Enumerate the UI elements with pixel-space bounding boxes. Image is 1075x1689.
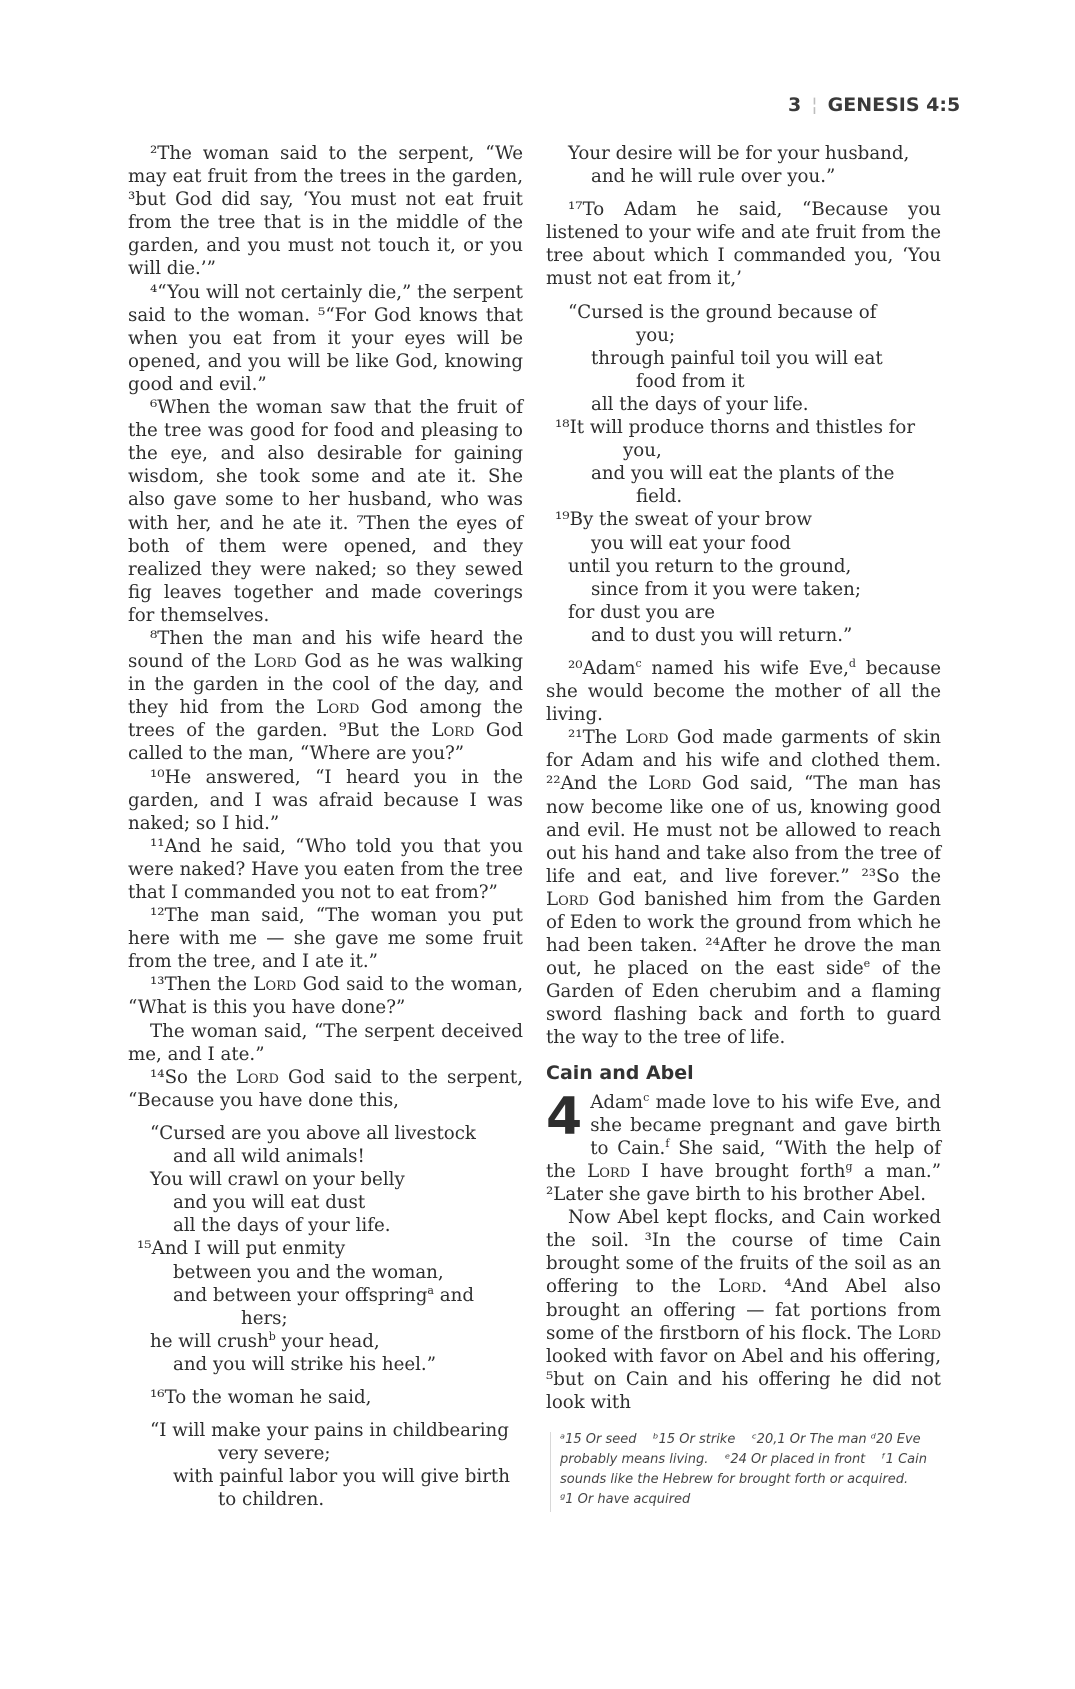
- poem-line: with painful labor you will give birth to children.: [173, 1466, 510, 1511]
- right-column: [546, 142, 941, 1414]
- poem-line: Your desire will be for your husband,: [568, 143, 910, 164]
- poem-line: all the days of your life.: [173, 1215, 391, 1237]
- footnote-mark: d: [848, 656, 856, 670]
- footnote: ᶠ1 Cain sounds like the Hebrew for brought forth or acquired.: [560, 1452, 927, 1487]
- poem-curse-ground: [546, 301, 941, 647]
- poem-line: you will eat your food: [591, 532, 791, 554]
- verse-21-24: ²¹The Lord God made garments of skin for Adam and his wife and clothed them. ²²And the Lord God said, “The man has now become like one of us, knowing good and evil. He must not be allowed to reach out his hand and take also from the tree of life and eat, and live forever.” ²³So the Lord God banished him from the Garden of Eden to work the ground from which he had been taken. ²⁴After he drove the man out, he placed on the east side$^e$ of the Garden of Eden cherubim and a flaming sword flashing back and forth to guard the way to the tree of life.: [546, 727, 942, 1049]
- verse-2-3: ²The woman said to the serpent, “We may eat fruit from the trees in the garden, ³but God did say, ‘You must not eat fruit from the tree that is in the middle of the garden, and you must not touch it, or you will die.’”: [128, 143, 523, 280]
- poem-line: and to dust you will return.”: [591, 624, 853, 646]
- poem-curse-woman: [128, 1419, 523, 1511]
- poem-line: and you will eat dust: [173, 1192, 366, 1214]
- verse-14: ¹⁴So the Lord God said to the serpent, “Because you have done this,: [128, 1066, 524, 1111]
- poem-line: and he will rule over you.”: [591, 166, 836, 188]
- chapter-number: 4: [546, 1086, 583, 1147]
- poem-line: ¹⁵And I will put enmity: [137, 1238, 346, 1260]
- poem-line: and you will eat the plants of the field.: [591, 463, 895, 508]
- footnote: ᵍ1 Or have acquired: [560, 1492, 691, 1507]
- footnote: ᵈ20 Eve probably means living.: [560, 1432, 921, 1467]
- footnote: ᵃ15 Or seed: [560, 1432, 637, 1447]
- left-column: [128, 142, 523, 1521]
- poem-curse-serpent: [128, 1122, 523, 1376]
- poem-line: “Cursed are you above all livestock: [150, 1122, 476, 1144]
- poem-line: and all wild animals!: [173, 1146, 365, 1168]
- footnote-mark: g: [845, 1159, 853, 1173]
- verse-8-9: ⁸Then the man and his wife heard the sound of the Lord God as he was walking in the garden in the cool of the day, and they hid from the Lord God among the trees of the garden. ⁹But the Lord God called to the man, “Where are you?”: [128, 627, 524, 765]
- poem-line: ¹⁸It will produce thorns and thistles for you,: [555, 417, 916, 462]
- footnote-mark: c: [635, 656, 642, 670]
- footnote: ᵇ15 Or strike: [653, 1432, 736, 1447]
- verse-4-5: ⁴“You will not certainly die,” the serpent said to the woman. ⁵“For God knows that when you eat from it your eyes will be opened, and you will be like God, knowing good and evil.”: [128, 281, 523, 395]
- poem-line: between you and the woman,: [173, 1261, 444, 1283]
- verse-16: ¹⁶To the woman he said,: [150, 1386, 372, 1408]
- footnote-mark: a: [427, 1283, 434, 1297]
- verse-6-7: ⁶When the woman saw that the fruit of the tree was good for food and pleasing to the eye, and also desirable for gaining wisdom, she took some and ate it. She also gave some to her husband, who was with her, and he ate it. ⁷Then the eyes of both of them were opened, and they realized they were naked; so they sewed fig leaves together and made coverings for themselves.: [128, 397, 523, 626]
- poem-line: through painful toil you will eat food from it: [591, 347, 883, 392]
- poem-line: and you will strike his heel.”: [173, 1353, 436, 1375]
- footnote-mark: f: [665, 1136, 670, 1150]
- header-separator: ¦: [811, 94, 818, 116]
- poem-line: since from it you were taken;: [591, 578, 861, 600]
- verse-13-reply: The woman said, “The serpent deceived me, and I ate.”: [128, 1020, 523, 1065]
- section-heading: Cain and Abel: [546, 1061, 694, 1084]
- page-number: 3: [788, 94, 802, 116]
- footnotes: [560, 1430, 935, 1510]
- running-header: [788, 94, 960, 116]
- chapter-reference: GENESIS 4:5: [827, 94, 961, 116]
- verse-20: ²⁰Adam$^c$ named his wife Eve,$^d$ because she would become the mother of all the living.: [546, 656, 941, 726]
- footnote: ᵉ24 Or placed in front: [724, 1452, 866, 1467]
- poem-line: and between your offspring$^a$ and hers;: [173, 1283, 474, 1329]
- poem-continuation: [546, 142, 941, 188]
- poem-line: You will crawl on your belly: [150, 1169, 405, 1191]
- footnote-mark: c: [643, 1090, 650, 1104]
- verse-12: ¹²The man said, “The woman you put here with me — she gave me some fruit from the tree, and I ate it.”: [128, 905, 523, 973]
- poem-line: for dust you are: [568, 601, 715, 623]
- poem-line: all the days of your life.: [591, 393, 809, 415]
- poem-line: “I will make your pains in childbearing very severe;: [150, 1420, 509, 1465]
- verse-10: ¹⁰He answered, “I heard you in the garden, and I was afraid because I was naked; so I hid.”: [128, 766, 523, 834]
- poem-line: “Cursed is the ground because of you;: [568, 301, 877, 346]
- verse-17: ¹⁷To Adam he said, “Because you listened to your wife and ate fruit from the tree about which I commanded you, ‘You must not eat from it,’: [546, 199, 941, 290]
- verse-11: ¹¹And he said, “Who told you that you were naked? Have you eaten from the tree that I commanded you not to eat from?”: [128, 835, 524, 903]
- poem-line: ¹⁹By the sweat of your brow: [555, 509, 812, 531]
- footnote-mark: b: [268, 1329, 276, 1343]
- poem-line: until you return to the ground,: [568, 555, 852, 577]
- verse-13: ¹³Then the Lord God said to the woman, “What is this you have done?”: [128, 974, 523, 1019]
- footnote-rule: [550, 1432, 551, 1512]
- verse-2-5: Now Abel kept flocks, and Cain worked the soil. ³In the course of time Cain brought some of the fruits of the soil as an offering to the Lord. ⁴And Abel also brought an offering — fat portions from some of the firstborn of his flock. The Lord looked with favor on Abel and his offering, ⁵but on Cain and his offering he did not look with: [546, 1207, 941, 1413]
- poem-line: he will crush$^b$ your head,: [150, 1329, 380, 1352]
- chapter-4-verse-1-2: 4 Adam$^c$ made love to his wife Eve, and she became pregnant and gave birth to Cain.$^f$ She said, “With the help of the Lord I have brought forth$^g$ a man.” ²Later she gave birth to his brother Abel.: [546, 1086, 941, 1206]
- footnote-mark: e: [863, 957, 871, 971]
- footnote: ᶜ20,1 Or The man: [751, 1432, 867, 1447]
